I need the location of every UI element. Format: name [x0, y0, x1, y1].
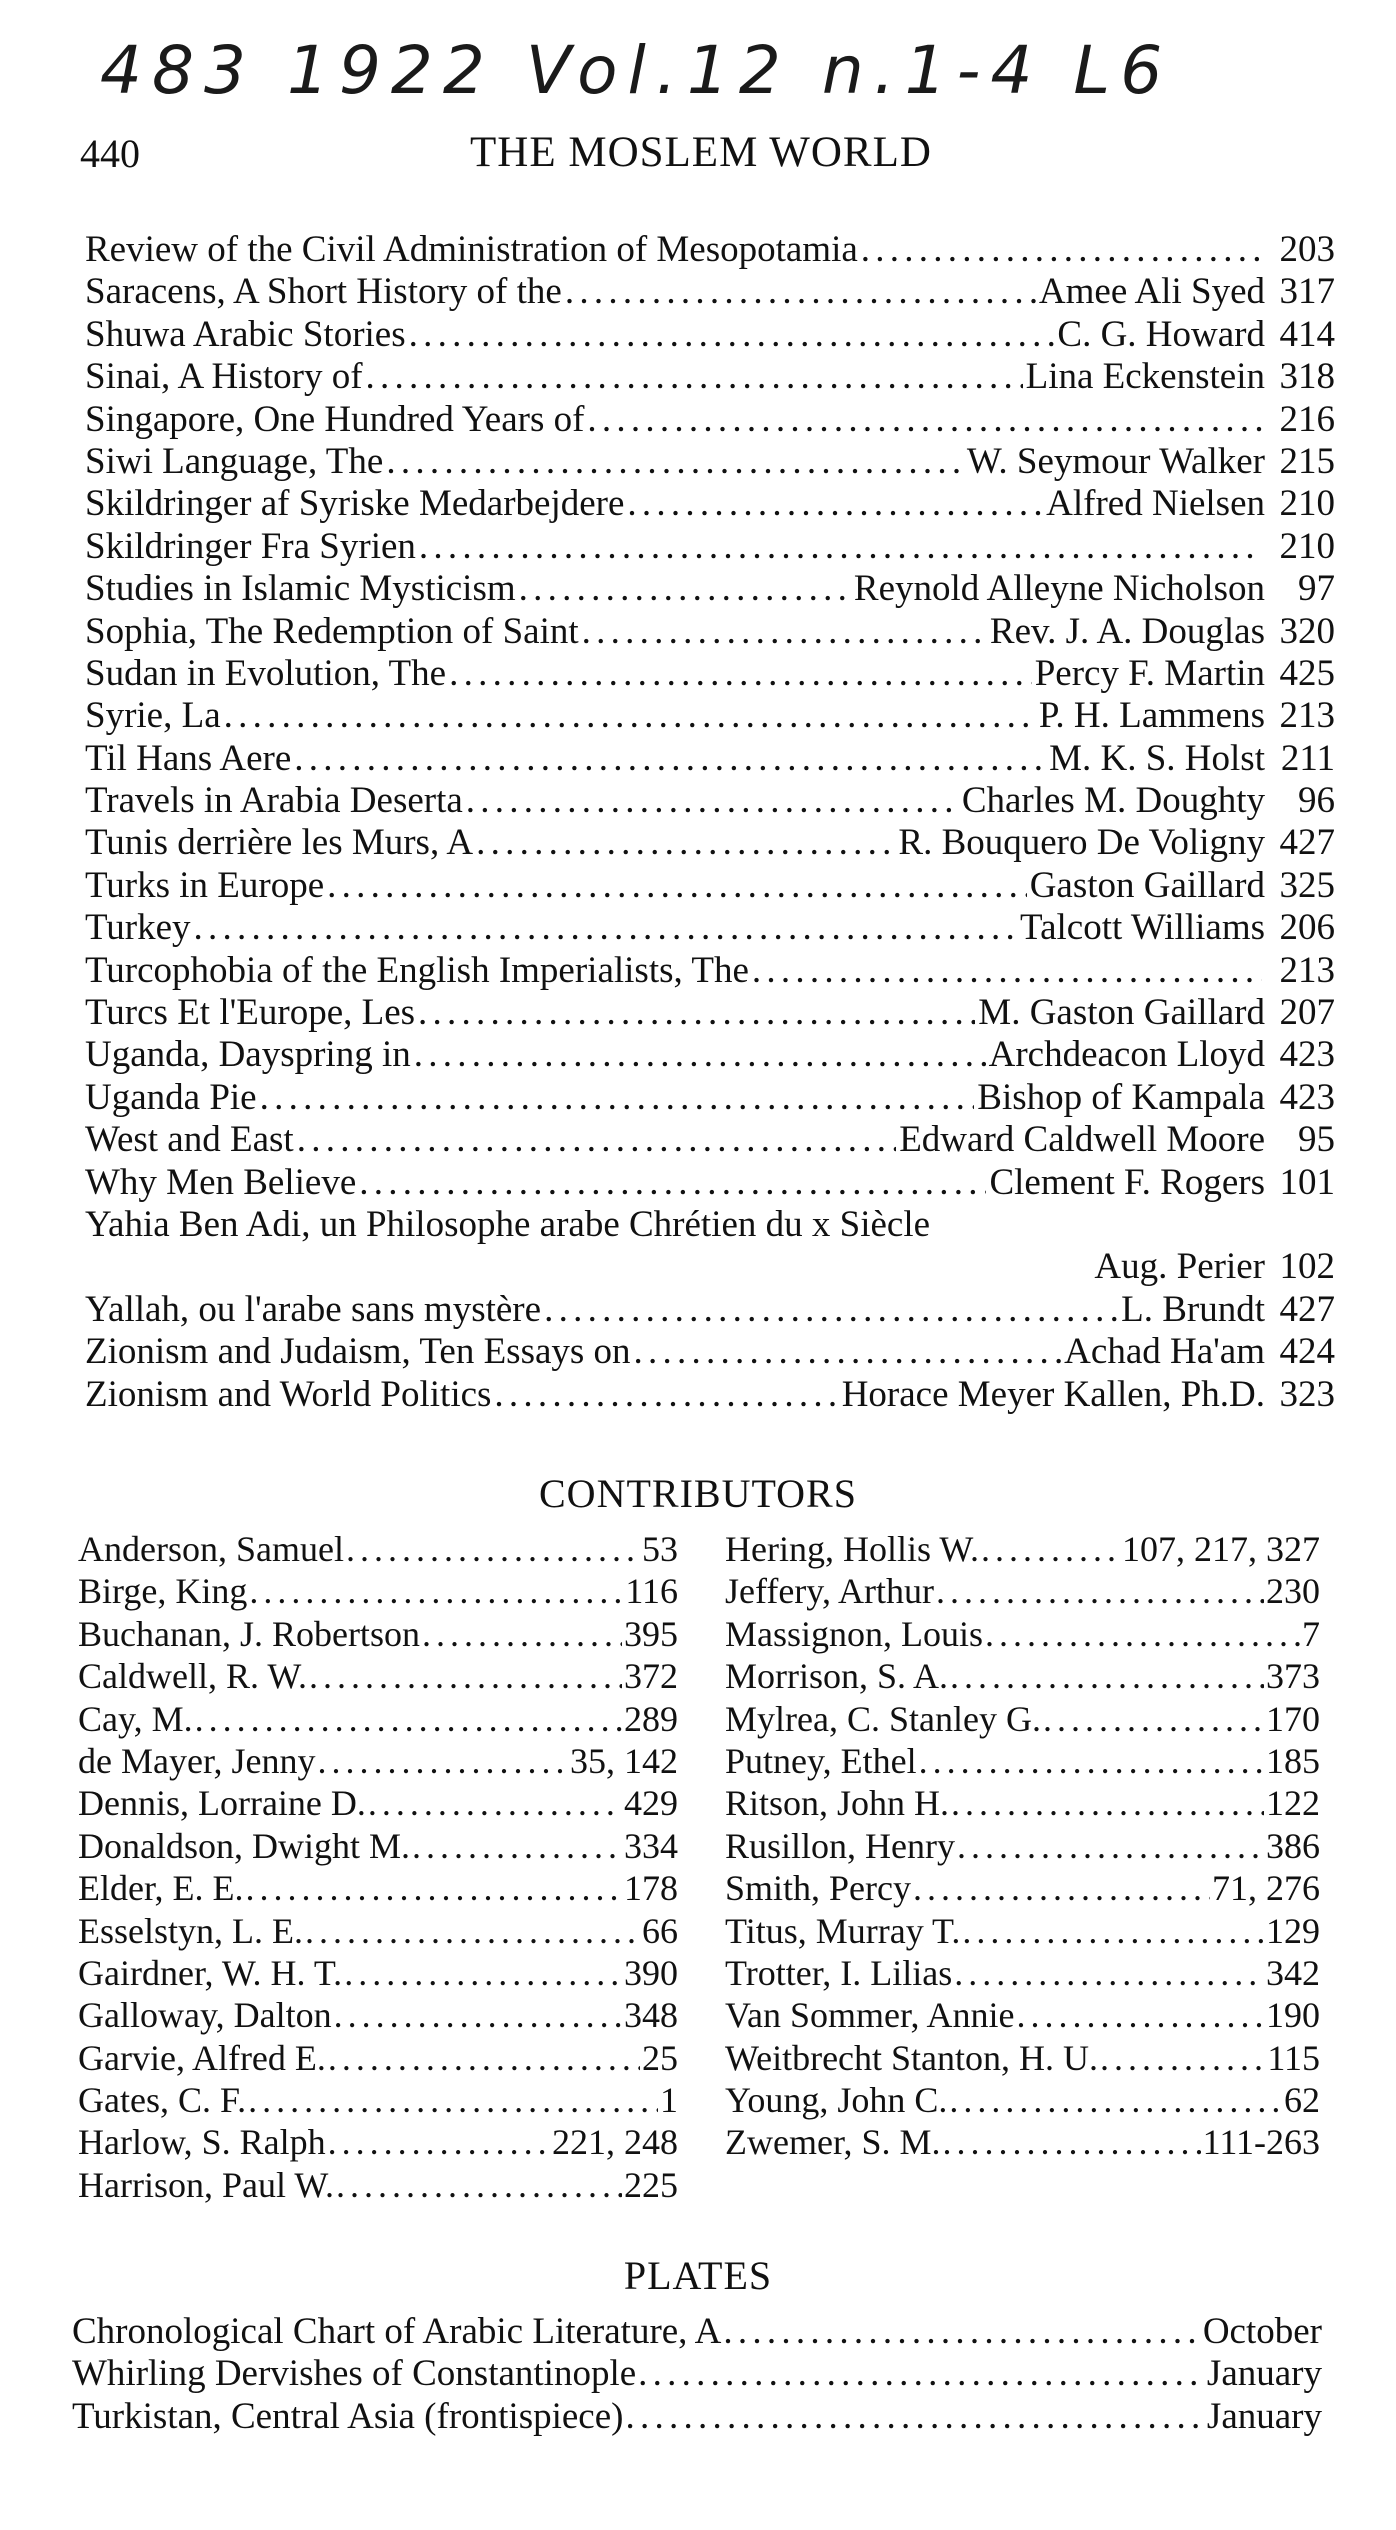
- entry-page: 95: [1298, 1119, 1335, 1161]
- contributor-entry: [725, 1570, 1320, 1612]
- contributor-pages: 71, 276: [1212, 1868, 1320, 1909]
- index-entry: [85, 567, 1335, 609]
- entry-author: Lina Eckenstein: [1025, 356, 1265, 398]
- dot-leader: [327, 864, 1027, 907]
- contributors-heading: CONTRIBUTORS: [539, 1471, 857, 1516]
- entry-author: Archdeacon Lloyd: [988, 1034, 1265, 1076]
- contributor-name: Van Sommer, Annie: [725, 1995, 1015, 2036]
- page-number: 440: [80, 131, 140, 176]
- entry-page: 96: [1298, 780, 1335, 822]
- entry-title: Turks in Europe: [85, 864, 325, 906]
- contributors-right-column: [725, 1528, 1320, 2164]
- contributor-entry: [78, 1528, 678, 1570]
- dot-leader: [336, 2164, 622, 2206]
- entry-page: 216: [1279, 398, 1335, 440]
- dot-leader: [565, 270, 1036, 313]
- entry-title: Skildringer af Syriske Medarbejdere: [85, 483, 625, 525]
- dot-leader: [723, 2310, 1200, 2353]
- entry-author: Bishop of Kampala: [977, 1076, 1265, 1118]
- dot-leader: [249, 1570, 623, 1612]
- dot-leader: [246, 1867, 623, 1909]
- contributor-name: Putney, Ethel: [725, 1740, 917, 1781]
- contributor-pages: 429: [624, 1783, 678, 1824]
- contributor-name: Mylrea, C. Stanley G.: [725, 1698, 1041, 1739]
- index-entry: [85, 949, 1335, 991]
- dot-leader: [328, 2037, 640, 2079]
- contributor-pages: 373: [1266, 1656, 1320, 1697]
- contributor-entry: [725, 1782, 1320, 1824]
- entry-page: 317: [1279, 271, 1335, 313]
- contributor-entry: [725, 1952, 1320, 1994]
- index-entry-continuation: [85, 1245, 1335, 1287]
- entry-title: Zionism and Judaism, Ten Essays on: [85, 1331, 631, 1373]
- entry-page: 213: [1279, 949, 1335, 991]
- index-entry: [85, 525, 1335, 567]
- contributor-pages: 1: [660, 2080, 678, 2121]
- entry-author: Clement F. Rogers: [989, 1161, 1265, 1203]
- contributor-name: Gates, C. F.: [78, 2080, 247, 2121]
- dot-leader: [752, 949, 1262, 992]
- contributor-name: Harrison, Paul W.: [78, 2164, 334, 2205]
- dot-leader: [949, 2079, 1282, 2121]
- contributor-pages: 107, 217, 327: [1122, 1529, 1320, 1569]
- dot-leader: [368, 1782, 622, 1824]
- index-entry: [85, 1330, 1335, 1372]
- entry-title: Sinai, A History of: [85, 356, 363, 398]
- contributor-pages: 35, 142: [570, 1740, 678, 1781]
- dot-leader: [638, 2352, 1205, 2395]
- entry-title: Studies in Islamic Mysticism: [85, 568, 516, 610]
- contributor-entry: [725, 1740, 1320, 1782]
- entry-page: 427: [1279, 822, 1335, 864]
- entry-title: Yallah, ou l'arabe sans mystère: [85, 1288, 542, 1330]
- dot-leader: [317, 1740, 568, 1782]
- entry-page: 210: [1279, 483, 1335, 525]
- dot-leader: [224, 694, 1036, 737]
- dot-leader: [466, 779, 959, 822]
- dot-leader: [346, 1528, 640, 1570]
- entry-author: Alfred Nielsen: [1046, 483, 1265, 525]
- plate-entry: [72, 2395, 1322, 2437]
- entry-title: Siwi Language, The: [85, 440, 384, 482]
- dot-leader: [981, 1528, 1120, 1570]
- contributor-pages: 230: [1266, 1571, 1320, 1612]
- index-entry: [85, 1288, 1335, 1330]
- contributor-name: Harlow, S. Ralph: [78, 2122, 326, 2163]
- entry-title: Review of the Civil Administration of Mesopotamia: [85, 229, 858, 270]
- contributor-entry: [725, 1613, 1320, 1655]
- index-entry: [85, 1033, 1335, 1075]
- dot-leader: [194, 906, 1018, 949]
- contributor-pages: 7: [1302, 1613, 1320, 1654]
- index-entry: [85, 779, 1335, 821]
- dot-leader: [962, 1910, 1264, 1952]
- entry-author: Gaston Gaillard: [1029, 864, 1265, 906]
- contributor-pages: 66: [642, 1910, 678, 1951]
- index-entry: [85, 821, 1335, 863]
- contributor-entry: [78, 1867, 678, 1909]
- entry-author: Aug. Perier: [1094, 1246, 1265, 1288]
- contributor-pages: 53: [642, 1529, 678, 1569]
- contributor-entry: [78, 1655, 678, 1697]
- entry-title: Shuwa Arabic Stories: [85, 313, 406, 355]
- contributor-pages: 342: [1266, 1952, 1320, 1993]
- index-entry: [85, 1161, 1335, 1203]
- contributor-entry: [725, 1825, 1320, 1867]
- contributor-name: Ritson, John H.: [725, 1783, 950, 1824]
- contributor-name: Birge, King: [78, 1571, 248, 1612]
- dot-leader: [627, 482, 1043, 525]
- contributor-pages: 111-263: [1202, 2122, 1320, 2163]
- entry-title: Saracens, A Short History of the: [85, 271, 562, 313]
- contributor-pages: 221, 248: [552, 2122, 678, 2163]
- dot-leader: [366, 355, 1023, 398]
- entry-page: 210: [1279, 525, 1335, 567]
- entry-author: L. Brundt: [1121, 1288, 1265, 1330]
- dot-leader: [260, 1076, 975, 1119]
- entry-title: Turcs Et l'Europe, Les: [85, 992, 416, 1034]
- entry-page: 213: [1279, 695, 1335, 737]
- contributor-entry: [78, 2079, 678, 2121]
- dot-leader: [248, 2079, 658, 2121]
- index-entry: [85, 228, 1335, 270]
- contributor-pages: 395: [624, 1613, 678, 1654]
- contributor-name: Galloway, Dalton: [78, 1995, 332, 2036]
- contributor-name: Zwemer, S. M.: [725, 2122, 941, 2163]
- dot-leader: [309, 1655, 622, 1697]
- contributor-entry: [78, 1825, 678, 1867]
- contributor-name: Trotter, I. Lilias: [725, 1952, 953, 1993]
- entry-title: Uganda Pie: [85, 1076, 257, 1118]
- contributor-pages: 372: [624, 1656, 678, 1697]
- contributor-name: Jeffery, Arthur: [725, 1571, 934, 1612]
- entry-page: 211: [1280, 737, 1335, 779]
- contributor-entry: [725, 2079, 1320, 2121]
- contributor-name: Garvie, Alfred E.: [78, 2037, 326, 2078]
- entry-page: 323: [1279, 1373, 1335, 1415]
- contributor-pages: 129: [1266, 1910, 1320, 1951]
- entry-page: 207: [1279, 992, 1335, 1034]
- entry-author: Talcott Williams: [1020, 907, 1265, 949]
- entry-author: Amee Ali Syed: [1038, 271, 1265, 313]
- index-entry: [85, 398, 1335, 440]
- contributor-name: Titus, Murray T.: [725, 1910, 961, 1951]
- contributor-entry: [78, 1698, 678, 1740]
- entry-title: Sudan in Evolution, The: [85, 652, 447, 694]
- running-title: THE MOSLEM WORLD: [470, 129, 932, 176]
- entry-title: Zionism and World Politics: [85, 1373, 492, 1415]
- index-entry: [85, 270, 1335, 312]
- entry-title: Til Hans Aere: [85, 737, 292, 779]
- entry-page: 425: [1279, 652, 1335, 694]
- dot-leader: [386, 440, 964, 483]
- entry-author: R. Bouquero De Voligny: [898, 822, 1265, 864]
- entry-author: M. Gaston Gaillard: [978, 992, 1265, 1034]
- contributor-name: Caldwell, R. W.: [78, 1656, 308, 1697]
- contributor-entry: [78, 1952, 678, 1994]
- entry-title: West and East: [85, 1119, 294, 1161]
- contributor-entry: [78, 1910, 678, 1952]
- index-entry: [85, 482, 1335, 524]
- index-list: [85, 228, 1335, 1415]
- entry-page: 97: [1298, 568, 1335, 610]
- entry-page: 414: [1279, 313, 1335, 355]
- dot-leader: [544, 1288, 1118, 1331]
- dot-leader: [919, 1740, 1264, 1782]
- plate-issue: October: [1202, 2311, 1322, 2352]
- entry-title: Singapore, One Hundred Years of: [85, 398, 585, 440]
- entry-author: Achad Ha'am: [1064, 1331, 1265, 1373]
- entry-page: 206: [1279, 907, 1335, 949]
- contributor-pages: 386: [1266, 1825, 1320, 1866]
- plate-entry: [72, 2352, 1322, 2394]
- contributor-pages: 185: [1266, 1740, 1320, 1781]
- entry-title: Sophia, The Redemption of Saint: [85, 610, 579, 652]
- index-entry: [85, 991, 1335, 1033]
- contributor-pages: 115: [1267, 2037, 1320, 2078]
- entry-author: Reynold Alleyne Nicholson: [853, 568, 1265, 610]
- dot-leader: [1017, 1994, 1264, 2036]
- contributor-pages: 334: [624, 1825, 678, 1866]
- entry-author: P. H. Lammens: [1038, 695, 1265, 737]
- plate-issue: January: [1206, 2395, 1322, 2437]
- entry-author: M. K. S. Holst: [1049, 737, 1265, 779]
- entry-page: 102: [1279, 1246, 1335, 1288]
- entry-title: Tunis derrière les Murs, A: [85, 822, 474, 864]
- contributor-pages: 190: [1266, 1995, 1320, 2036]
- contributors-left-column: [78, 1528, 678, 2206]
- contributor-pages: 289: [624, 1698, 678, 1739]
- index-entry: [85, 694, 1335, 736]
- entry-page: 101: [1279, 1161, 1335, 1203]
- dot-leader: [954, 1952, 1264, 1994]
- entry-author: Rev. J. A. Douglas: [989, 610, 1265, 652]
- entry-page: 424: [1279, 1331, 1335, 1373]
- index-entry: [85, 355, 1335, 397]
- contributor-name: Elder, E. E.: [78, 1868, 244, 1909]
- entry-title: Travels in Arabia Deserta: [85, 780, 463, 822]
- contributor-pages: 348: [624, 1995, 678, 2036]
- contributor-name: Anderson, Samuel: [78, 1529, 344, 1569]
- dot-leader: [1043, 1698, 1264, 1740]
- contributor-entry: [78, 1782, 678, 1824]
- contributor-entry: [725, 1698, 1320, 1740]
- dot-leader: [359, 1161, 986, 1204]
- dot-leader: [913, 1867, 1210, 1909]
- dot-leader: [582, 610, 987, 653]
- contributor-entry: [78, 2121, 678, 2163]
- contributor-name: Weitbrecht Stanton, H. U.: [725, 2037, 1099, 2078]
- contributor-entry: [725, 1528, 1320, 1570]
- entry-title: Why Men Believe: [85, 1161, 357, 1203]
- entry-author: W. Seymour Walker: [966, 440, 1265, 482]
- contributor-name: Donaldson, Dwight M.: [78, 1825, 410, 1866]
- plate-title: Turkistan, Central Asia (frontispiece): [72, 2395, 624, 2437]
- contributor-name: Dennis, Lorraine D.: [78, 1783, 366, 1824]
- dot-leader: [334, 1994, 622, 2036]
- entry-title: Uganda, Dayspring in: [85, 1034, 411, 1076]
- contributor-pages: 62: [1284, 2080, 1320, 2121]
- dot-leader: [936, 1570, 1264, 1612]
- entry-page: 427: [1279, 1288, 1335, 1330]
- entry-page: 423: [1279, 1076, 1335, 1118]
- entry-page: 318: [1279, 356, 1335, 398]
- dot-leader: [494, 1373, 838, 1416]
- contributor-entry: [78, 1570, 678, 1612]
- dot-leader: [587, 398, 1262, 441]
- contributor-name: de Mayer, Jenny: [78, 1740, 316, 1781]
- dot-leader: [957, 1825, 1264, 1867]
- index-entry: [85, 652, 1335, 694]
- plate-title: Chronological Chart of Arabic Literature, A: [72, 2311, 722, 2352]
- contributor-name: Hering, Hollis W.: [725, 1529, 980, 1569]
- dot-leader: [328, 2121, 550, 2163]
- index-entry: [85, 1203, 1335, 1245]
- contributor-name: Gairdner, W. H. T.: [78, 1952, 343, 1993]
- dot-leader: [943, 2121, 1201, 2163]
- plates-heading: PLATES: [623, 2253, 773, 2298]
- index-entry: [85, 1118, 1335, 1160]
- index-entry: [85, 906, 1335, 948]
- contributor-name: Morrison, S. A.: [725, 1656, 949, 1697]
- dot-leader: [1100, 2037, 1265, 2079]
- entry-author: C. G. Howard: [1057, 313, 1265, 355]
- contributor-entry: [78, 2037, 678, 2079]
- entry-title: Yahia Ben Adi, un Philosophe arabe Chrétien du x Siècle: [85, 1203, 931, 1245]
- contributor-entry: [78, 1994, 678, 2036]
- index-entry: [85, 864, 1335, 906]
- index-entry: [85, 1076, 1335, 1118]
- dot-leader: [950, 1655, 1264, 1697]
- entry-page: 203: [1279, 229, 1335, 270]
- handwritten-catalog-note: 483 1922 Vol.12 n.1-4 L6: [100, 32, 1173, 109]
- plates-list: [72, 2310, 1322, 2437]
- contributor-pages: 178: [624, 1868, 678, 1909]
- dot-leader: [195, 1698, 622, 1740]
- contributor-pages: 122: [1266, 1783, 1320, 1824]
- entry-page: 325: [1279, 864, 1335, 906]
- dot-leader: [419, 525, 1262, 568]
- index-entry: [85, 313, 1335, 355]
- contributor-name: Young, John C.: [725, 2080, 948, 2121]
- contributor-entry: [725, 1867, 1320, 1909]
- index-entry: [85, 737, 1335, 779]
- dot-leader: [634, 1330, 1062, 1373]
- entry-author: Percy F. Martin: [1034, 652, 1265, 694]
- dot-leader: [305, 1910, 640, 1952]
- dot-leader: [294, 737, 1046, 780]
- entry-title: Turcophobia of the English Imperialists, The: [85, 949, 749, 991]
- contributor-entry: [725, 1994, 1320, 2036]
- dot-leader: [297, 1118, 897, 1161]
- dot-leader: [985, 1613, 1300, 1655]
- plate-issue: January: [1206, 2353, 1322, 2395]
- contributor-entry: [725, 1910, 1320, 1952]
- contributor-pages: 390: [624, 1952, 678, 1993]
- dot-leader: [422, 1613, 622, 1655]
- dot-leader: [344, 1952, 622, 1994]
- contributor-name: Massignon, Louis: [725, 1613, 984, 1654]
- dot-leader: [519, 567, 851, 610]
- contributor-name: Smith, Percy: [725, 1868, 911, 1909]
- dot-leader: [409, 313, 1055, 356]
- contributor-pages: 116: [625, 1571, 678, 1612]
- entry-author: Edward Caldwell Moore: [899, 1119, 1265, 1161]
- index-entry: [85, 610, 1335, 652]
- entry-author: Horace Meyer Kallen, Ph.D.: [841, 1373, 1265, 1415]
- entry-title: Turkey: [85, 907, 191, 949]
- contributor-entry: [78, 1740, 678, 1782]
- dot-leader: [861, 228, 1262, 271]
- plate-title: Whirling Dervishes of Constantinople: [72, 2353, 637, 2395]
- entry-title: Skildringer Fra Syrien: [85, 525, 416, 567]
- dot-leader: [951, 1782, 1264, 1824]
- entry-author: Charles M. Doughty: [961, 780, 1265, 822]
- contributor-entry: [725, 2121, 1320, 2163]
- plate-entry: [72, 2310, 1322, 2352]
- contributor-pages: 25: [642, 2037, 678, 2078]
- contributor-entry: [78, 1613, 678, 1655]
- contributor-pages: 225: [624, 2164, 678, 2205]
- dot-leader: [449, 652, 1032, 695]
- contributor-entry: [78, 2164, 678, 2206]
- contributor-entry: [725, 1655, 1320, 1697]
- entry-page: 320: [1279, 610, 1335, 652]
- index-entry: [85, 440, 1335, 482]
- contributor-name: Rusillon, Henry: [725, 1825, 955, 1866]
- entry-page: 423: [1279, 1034, 1335, 1076]
- dot-leader: [625, 2395, 1204, 2438]
- contributor-pages: 170: [1266, 1698, 1320, 1739]
- dot-leader: [476, 821, 895, 864]
- entry-title: Syrie, La: [85, 695, 221, 737]
- index-entry: [85, 1373, 1335, 1415]
- contributor-entry: [725, 2037, 1320, 2079]
- contributor-name: Cay, M.: [78, 1698, 193, 1739]
- dot-leader: [412, 1825, 622, 1867]
- dot-leader: [414, 1033, 986, 1076]
- dot-leader: [418, 991, 975, 1034]
- contributor-name: Buchanan, J. Robertson: [78, 1613, 420, 1654]
- entry-page: 215: [1279, 440, 1335, 482]
- contributor-name: Esselstyn, L. E.: [78, 1910, 303, 1951]
